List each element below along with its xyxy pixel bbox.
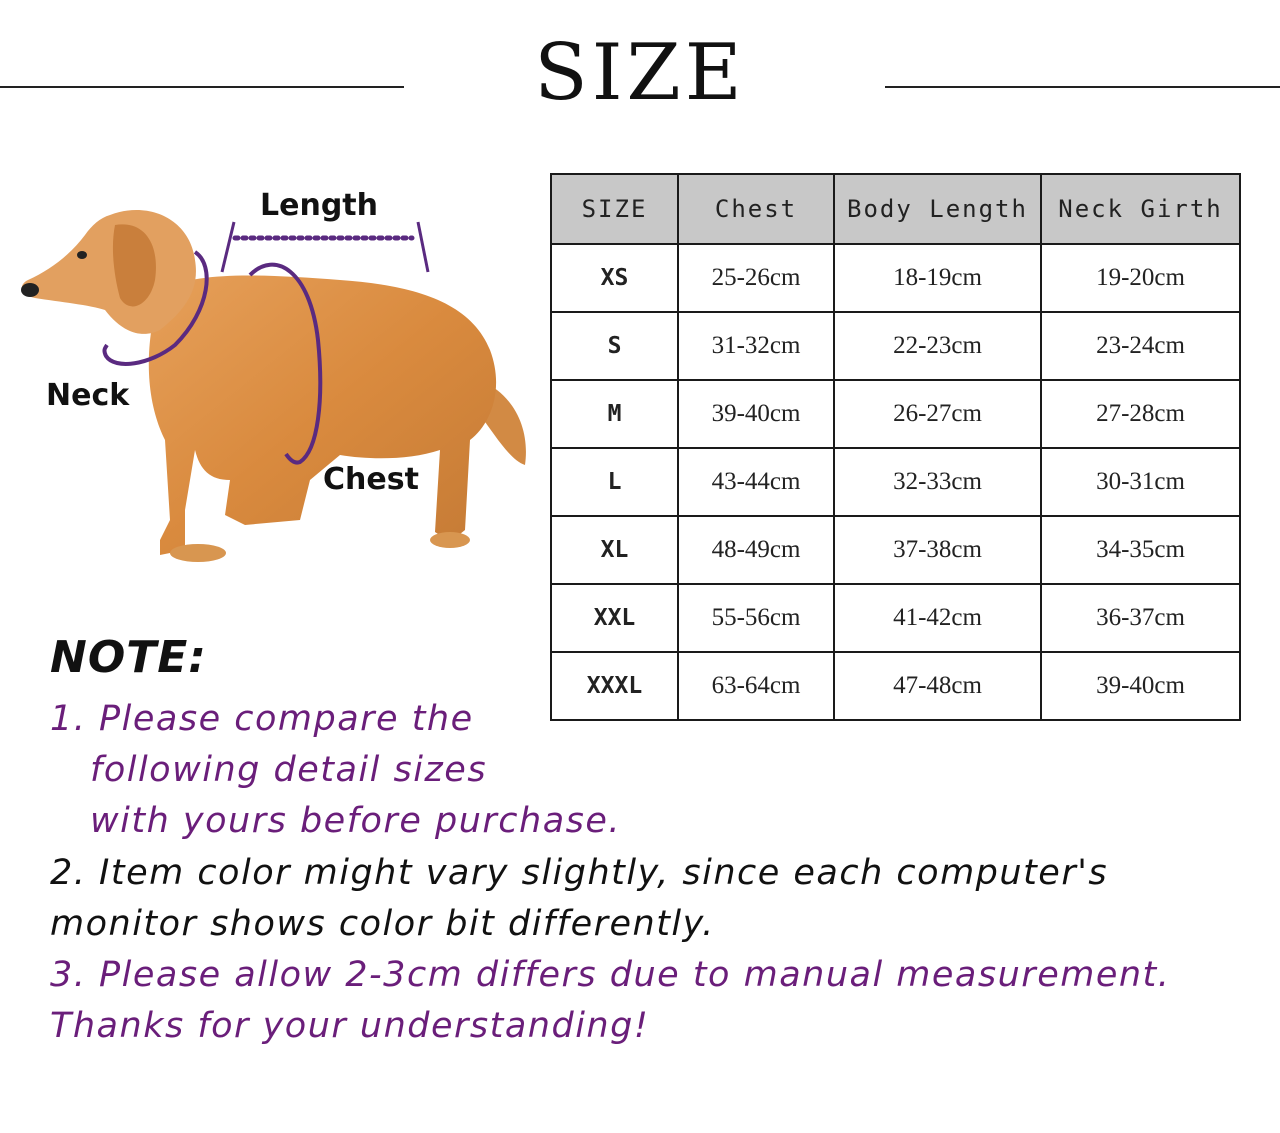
chest-cell: 43-44cm <box>678 448 834 516</box>
body-length-cell: 26-27cm <box>834 380 1041 448</box>
neck-girth-cell: 34-35cm <box>1041 516 1240 584</box>
neck-girth-cell: 27-28cm <box>1041 380 1240 448</box>
chest-cell: 25-26cm <box>678 244 834 312</box>
note-1-line-3: with yours before purchase. <box>90 801 622 841</box>
note-3-line-1: 3. Please allow 2-3cm differs due to manual measurement. <box>50 955 1171 995</box>
size-cell: XXXL <box>551 652 678 720</box>
neck-girth-cell: 19-20cm <box>1041 244 1240 312</box>
note-heading: NOTE: <box>50 632 207 683</box>
size-cell: S <box>551 312 678 380</box>
body-length-cell: 41-42cm <box>834 584 1041 652</box>
note-3-line-2: Thanks for your understanding! <box>50 1006 650 1046</box>
note-2 <box>50 848 1108 950</box>
table-row <box>551 516 1240 584</box>
neck-girth-cell: 30-31cm <box>1041 448 1240 516</box>
table-row <box>551 584 1240 652</box>
table-row <box>551 448 1240 516</box>
size-cell: L <box>551 448 678 516</box>
header-body-length: Body Length <box>834 174 1041 244</box>
chest-cell: 63-64cm <box>678 652 834 720</box>
note-2-line-2: monitor shows color bit differently. <box>50 904 715 944</box>
chest-cell: 39-40cm <box>678 380 834 448</box>
header-size: SIZE <box>551 174 678 244</box>
neck-girth-cell: 39-40cm <box>1041 652 1240 720</box>
dog-measurement-diagram <box>10 180 540 580</box>
table-row <box>551 312 1240 380</box>
size-chart-table <box>550 173 1241 721</box>
note-1-line-1: 1. Please compare the <box>50 699 474 739</box>
chest-cell: 55-56cm <box>678 584 834 652</box>
size-cell: XS <box>551 244 678 312</box>
neck-label: Neck <box>46 378 130 413</box>
body-length-cell: 32-33cm <box>834 448 1041 516</box>
chest-cell: 48-49cm <box>678 516 834 584</box>
table-row <box>551 380 1240 448</box>
note-1 <box>50 694 621 847</box>
size-cell: XL <box>551 516 678 584</box>
chest-label: Chest <box>323 462 419 497</box>
body-length-cell: 18-19cm <box>834 244 1041 312</box>
table-row <box>551 244 1240 312</box>
length-label: Length <box>260 188 378 223</box>
header-neck-girth: Neck Girth <box>1041 174 1240 244</box>
note-2-line-1: 2. Item color might vary slightly, since each computer's <box>50 853 1109 893</box>
chest-cell: 31-32cm <box>678 312 834 380</box>
table-row <box>551 652 1240 720</box>
body-length-cell: 37-38cm <box>834 516 1041 584</box>
note-3 <box>50 950 1170 1052</box>
body-length-cell: 22-23cm <box>834 312 1041 380</box>
neck-girth-cell: 36-37cm <box>1041 584 1240 652</box>
size-cell: XXL <box>551 584 678 652</box>
size-cell: M <box>551 380 678 448</box>
header-chest: Chest <box>678 174 834 244</box>
page-title: SIZE <box>534 28 746 118</box>
note-1-line-2: following detail sizes <box>90 750 488 790</box>
neck-girth-cell: 23-24cm <box>1041 312 1240 380</box>
body-length-cell: 47-48cm <box>834 652 1041 720</box>
table-header-row <box>551 174 1240 244</box>
